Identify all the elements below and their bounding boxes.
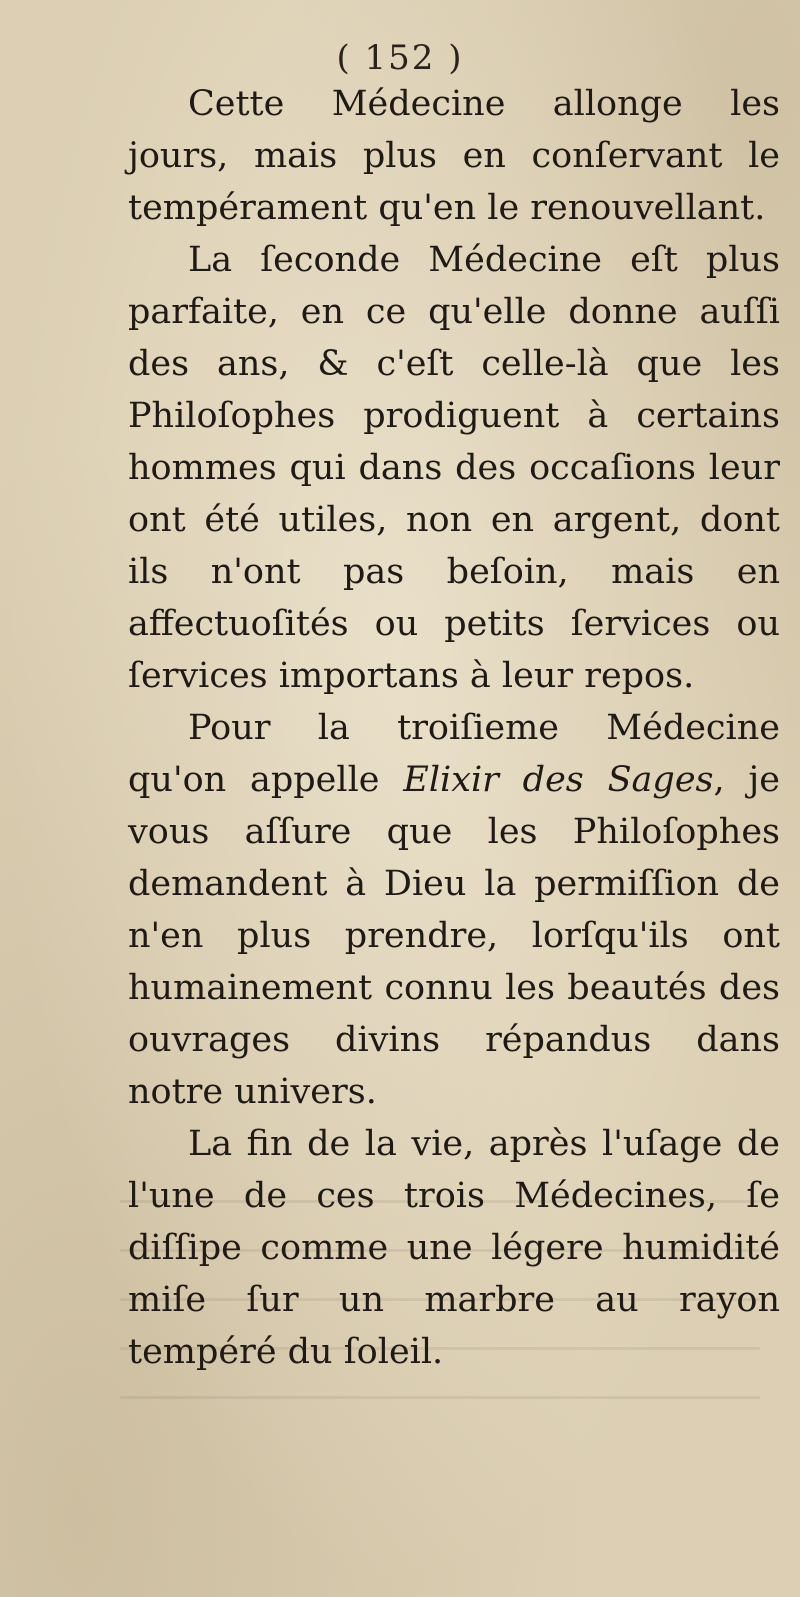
paragraph-1-text: Cette Médecine allonge les jours, mais plus en conſervant le tempérament qu'en le renouvellant. (128, 84, 780, 228)
paragraph-2 (128, 234, 780, 702)
body-text (128, 78, 780, 1378)
bleed-through-texture (120, 1200, 760, 1460)
paragraph-3-text-before: Pour la troiſieme Médecine qu'on appelle (128, 708, 780, 800)
paragraph-4-text: La fin de la vie, après l'uſage de l'une de ces trois Médecines, ſe diſſipe comme une légere humidité miſe ſur un marbre au rayon tempéré du ſoleil. (128, 1124, 780, 1372)
paragraph-3-text-after: , je vous aſſure que les Philoſophes demandent à Dieu la permiſſion de n'en plus prendre, lorſqu'ils ont humainement connu les beautés des ouvrages divins répandus dans notre univers. (128, 760, 780, 1112)
paragraph-3-italic-term: Elixir des Sages (403, 760, 714, 800)
paragraph-2-text: La ſeconde Médecine eſt plus parfaite, en ce qu'elle donne auſſi des ans, & c'eſt celle-là que les Philoſophes prodiguent à certains hommes qui dans des occaſions leur ont été utiles, non en argent, dont ils n'ont pas beſoin, mais en affectuoſités ou petits ſervices ou ſervices importans à leur repos. (128, 240, 780, 696)
page-number: ( 152 ) (336, 38, 464, 78)
paragraph-1 (128, 78, 780, 234)
paragraph-3 (128, 702, 780, 1118)
